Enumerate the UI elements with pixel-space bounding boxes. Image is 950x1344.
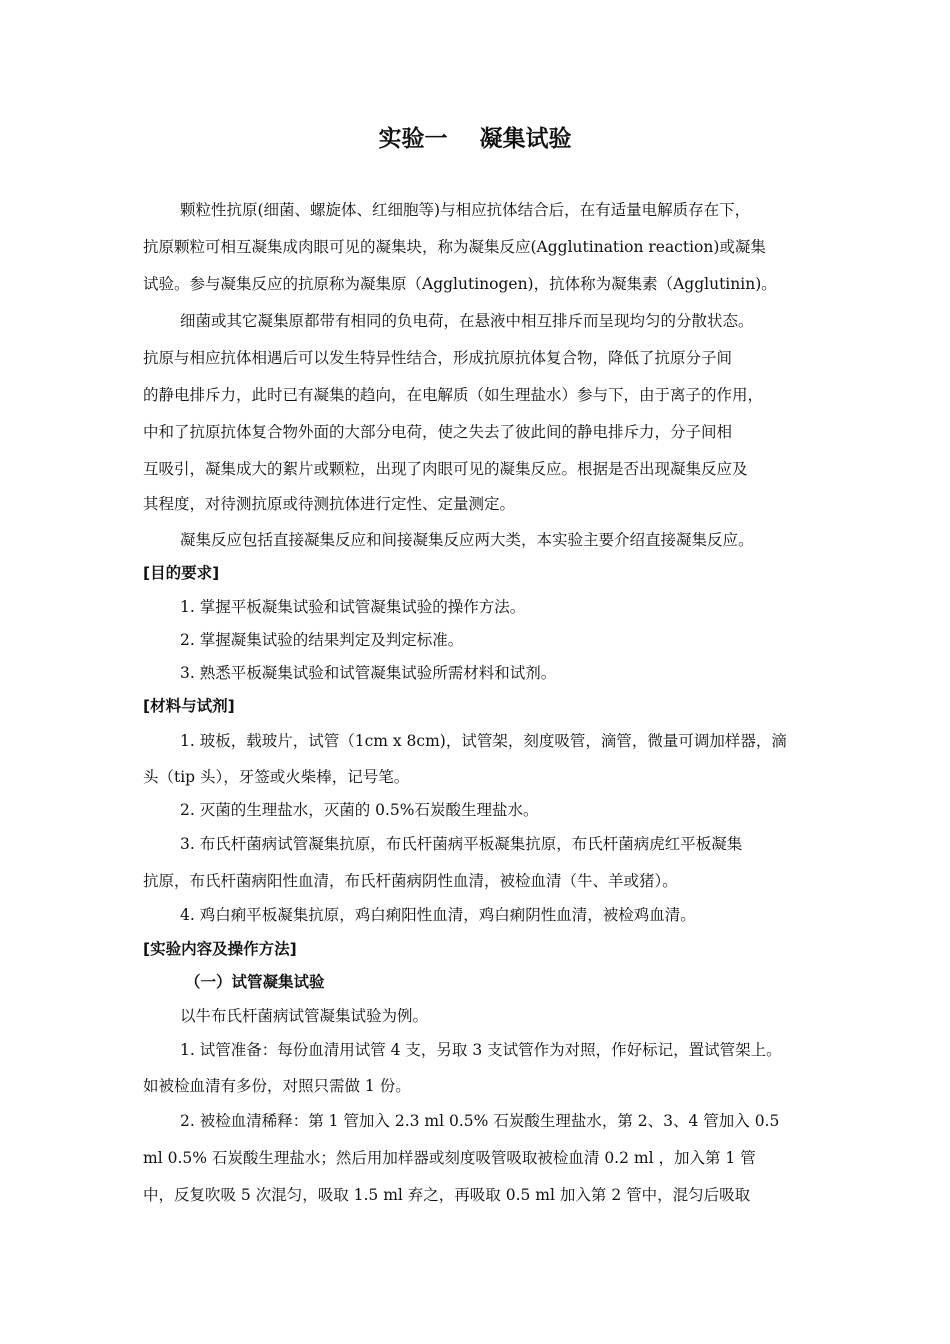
list-item: 4. 鸡白痢平板凝集抗原，鸡白痢阳性血清，鸡白痢阴性血清，被检鸡血清。 [180, 906, 696, 924]
text-line: 以牛布氏杆菌病试管凝集试验为例。 [180, 1007, 429, 1025]
section-heading: [目的要求] [143, 564, 220, 582]
list-item: 2. 被检血清稀释：第 1 管加入 2.3 ml 0.5% 石炭酸生理盐水，第 2、3、4 管加入 0.5 [180, 1112, 780, 1130]
text-line: 如被检血清有多份，对照只需做 1 份。 [143, 1077, 411, 1095]
text-line: 试验。参与凝集反应的抗原称为凝集原（Agglutinogen)，抗体称为凝集素（Agglutinin)。 [143, 275, 777, 293]
list-item: 2. 掌握凝集试验的结果判定及判定标准。 [180, 631, 464, 649]
text-line: 抗原，布氏杆菌病阳性血清，布氏杆菌病阴性血清，被检血清（牛、羊或猪）。 [143, 872, 678, 890]
section-heading: [材料与试剂] [143, 697, 235, 715]
list-item: 1. 试管准备：每份血清用试管 4 支，另取 3 支试管作为对照，作好标记，置试管架上。 [180, 1041, 782, 1059]
text-line: 的静电排斥力，此时已有凝集的趋向，在电解质（如生理盐水）参与下，由于离子的作用， [143, 386, 764, 404]
text-line: 其程度，对待测抗原或待测抗体进行定性、定量测定。 [143, 495, 516, 513]
text-line: 互吸引，凝集成大的絮片或颗粒，出现了肉眼可见的凝集反应。根据是否出现凝集反应及 [143, 460, 748, 478]
page-title: 实验一 凝集试验 [378, 126, 572, 152]
text-line: 凝集反应包括直接凝集反应和间接凝集反应两大类，本实验主要介绍直接凝集反应。 [180, 531, 754, 549]
subsection-heading: （一）试管凝集试验 [185, 973, 325, 991]
list-item: 3. 布氏杆菌病试管凝集抗原，布氏杆菌病平板凝集抗原，布氏杆菌病虎红平板凝集 [180, 835, 743, 853]
text-line: 头（tip 头），牙签或火柴棒，记号笔。 [143, 768, 410, 786]
section-heading: [实验内容及操作方法] [143, 940, 297, 958]
list-item: 2. 灭菌的生理盐水，灭菌的 0.5%石炭酸生理盐水。 [180, 801, 539, 819]
list-item: 1. 掌握平板凝集试验和试管凝集试验的操作方法。 [180, 598, 526, 616]
text-line: 颗粒性抗原(细菌、螺旋体、红细胞等)与相应抗体结合后，在有适量电解质存在下， [180, 201, 751, 219]
text-line: 抗原与相应抗体相遇后可以发生特异性结合，形成抗原抗体复合物，降低了抗原分子间 [143, 349, 733, 367]
text-line: 中，反复吹吸 5 次混匀，吸取 1.5 ml 弃之，再吸取 0.5 ml 加入第 2 管中，混匀后吸取 [143, 1186, 751, 1204]
list-item: 3. 熟悉平板凝集试验和试管凝集试验所需材料和试剂。 [180, 664, 557, 682]
list-item: 1. 玻板，载玻片，试管（1cm x 8cm)，试管架，刻度吸管，滴管，微量可调加样器，滴 [180, 732, 787, 750]
text-line: ml 0.5% 石炭酸生理盐水；然后用加样器或刻度吸管吸取被检血清 0.2 ml ，加入第 1 管 [143, 1149, 756, 1167]
text-line: 细菌或其它凝集原都带有相同的负电荷，在悬液中相互排斥而呈现均匀的分散状态。 [180, 312, 754, 330]
text-line: 中和了抗原抗体复合物外面的大部分电荷，使之失去了彼此间的静电排斥力，分子间相 [143, 423, 733, 441]
text-line: 抗原颗粒可相互凝集成肉眼可见的凝集块，称为凝集反应(Agglutination reaction)或凝集 [143, 238, 766, 256]
